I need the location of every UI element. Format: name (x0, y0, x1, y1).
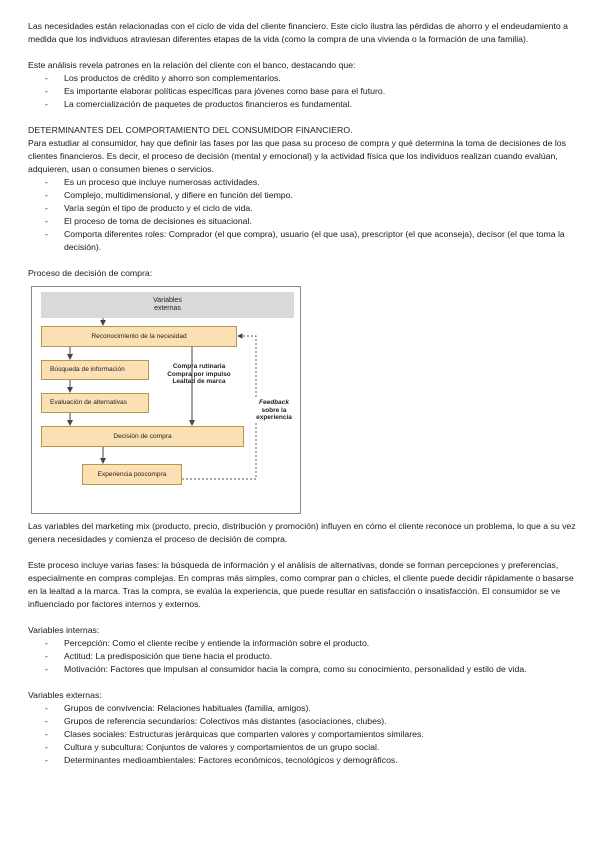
shortcut-loyalty: Lealtad de marca (172, 378, 226, 385)
bank-analysis-paragraph: Este análisis revela patrones en la relación del cliente con el banco, destacando que: (28, 60, 356, 70)
step-information-search: Búsqueda de información (41, 360, 149, 380)
list-item: - Varía según el tipo de producto y el ciclo de vida. (28, 202, 580, 215)
list-item: - Grupos de convivencia: Relaciones habituales (familia, amigos). (28, 702, 580, 715)
external-variables-heading: Variables externas: (28, 690, 102, 700)
feedback-line3: experiencia (256, 414, 292, 421)
shortcut-routine: Compra rutinaria (172, 363, 226, 370)
process-phases-paragraph: Este proceso incluye varias fases: la búsqueda de información y el análisis de alternativas, donde se forman percepciones y preferencias, especialmente en compras complejas. En compras más simples, como comprar pan o chicles, el cliente puede decidir rápidamente o basarse en la lealtad a la marca. Tras la compra, se evalúa la experiencia, que puede resultar en satisfacción o insatisfacción. El consumidor se ve influenciado por factores internos y externos. (28, 560, 574, 609)
bank-analysis-list (28, 72, 580, 111)
list-item: - Comporta diferentes roles: Comprador (el que compra), usuario (el que usa), prescriptor (el que aconseja), decisor (el que toma la decisión). (28, 228, 580, 254)
external-variables-line1: Variables (153, 297, 182, 304)
external-variables-line2: externas (154, 305, 181, 312)
list-item: - Clases sociales: Estructuras jerárquicas que comparten valores y comportamientos similares. (28, 728, 580, 741)
determinants-heading: DETERMINANTES DEL COMPORTAMIENTO DEL CONSUMIDOR FINANCIERO. (28, 125, 353, 135)
feedback-line2: sobre la (261, 406, 287, 414)
step-purchase-decision: Decisión de compra (41, 426, 244, 447)
list-item: - Actitud: La predisposición que tiene hacia el producto. (28, 650, 580, 663)
intro-paragraph: Las necesidades están relacionadas con el ciclo de vida del cliente financiero. Este ciclo ilustra las pérdidas de ahorro y el endeudamiento a medida que los individuos atraviesan diferentes etapas de la vida (como la compra de una vivienda o la formación de una familia). (28, 21, 568, 44)
internal-variables-heading: Variables internas: (28, 625, 100, 635)
internal-variables-list (28, 637, 580, 676)
external-variables-box (41, 292, 294, 318)
list-item: - Percepción: Como el cliente recibe y entiende la información sobre el producto. (28, 637, 580, 650)
list-item: - Complejo, multidimensional, y difiere en función del tiempo. (28, 189, 580, 202)
step-postpurchase-experience: Experiencia poscompra (82, 464, 182, 485)
feedback-label (249, 399, 299, 422)
list-item: - Los productos de crédito y ahorro son complementarios. (28, 72, 580, 85)
step-alternatives-evaluation: Evaluación de alternativas (41, 393, 149, 413)
list-item: - Es importante elaborar políticas específicas para jóvenes como base para el futuro. (28, 85, 580, 98)
list-item: - La comercialización de paquetes de productos financieros es fundamental. (28, 98, 580, 111)
list-item: - Grupos de referencia secundarios: Colectivos más distantes (asociaciones, clubes). (28, 715, 580, 728)
step-need-recognition: Reconocimiento de la necesidad (41, 326, 237, 347)
diagram-caption: Proceso de decisión de compra: (28, 268, 153, 278)
determinants-list (28, 176, 580, 254)
list-item: - Determinantes medioambientales: Factores económicos, tecnológicos y demográficos. (28, 754, 580, 767)
list-item: - Motivación: Factores que impulsan al consumidor hacia la compra, como su conocimiento, personalidad y estilo de vida. (28, 663, 580, 676)
external-variables-list (28, 702, 580, 767)
shortcut-label (166, 363, 232, 386)
document-page (28, 20, 580, 767)
marketing-mix-paragraph: Las variables del marketing mix (producto, precio, distribución y promoción) influyen en cómo el cliente reconoce un problema, lo que a su vez genera necesidades y comienza el proceso de decisión de compra. (28, 521, 576, 544)
list-item: - Es un proceso que incluye numerosas actividades. (28, 176, 580, 189)
list-item: - El proceso de toma de decisiones es situacional. (28, 215, 580, 228)
list-item: - Cultura y subcultura: Conjuntos de valores y comportamientos de un grupo social. (28, 741, 580, 754)
feedback-loop-line (182, 336, 256, 479)
determinants-paragraph: Para estudiar al consumidor, hay que definir las fases por las que pasa su proceso de compra y qué determina la toma de decisiones de los clientes financieros. Es decir, el proceso de decisión (mental y emocional) y la actividad física que los individuos realizan cuando evalúan, adquieren, usan o consumen bienes o servicios. (28, 138, 566, 174)
purchase-decision-diagram (31, 286, 301, 514)
shortcut-impulse: Compra por impulso (167, 370, 231, 378)
feedback-word: Feedback (259, 399, 289, 406)
